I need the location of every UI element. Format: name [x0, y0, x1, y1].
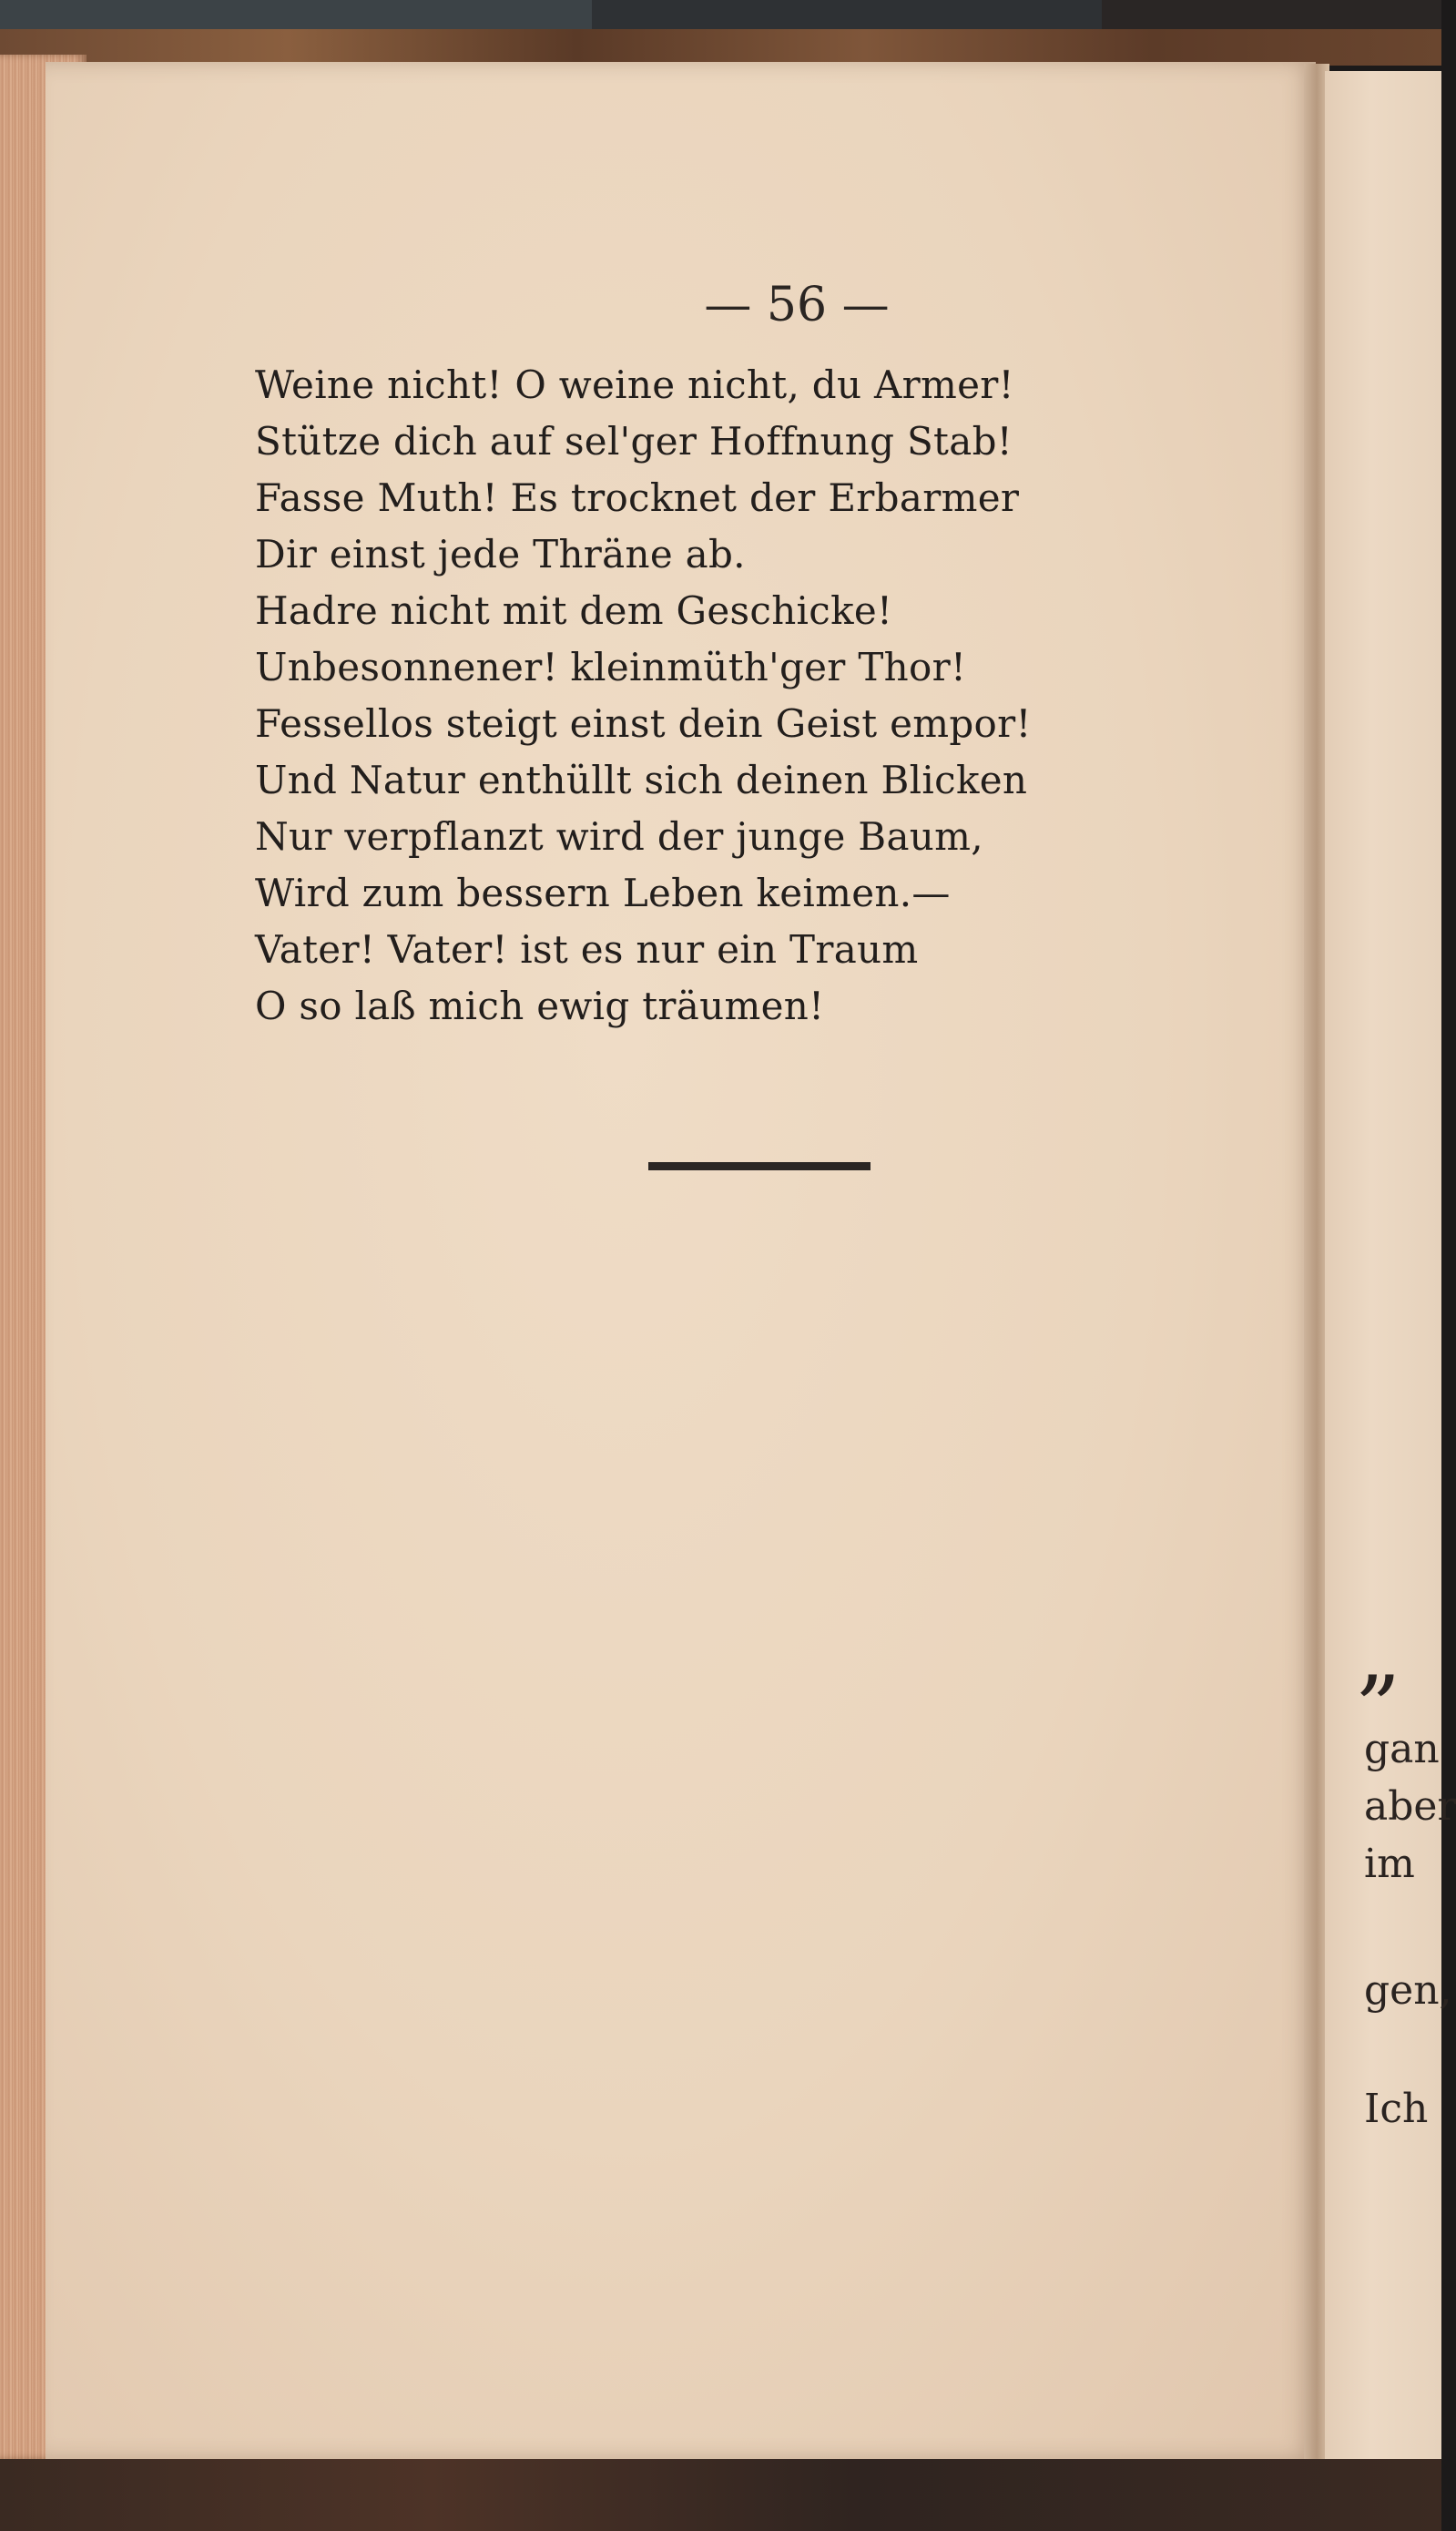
- verse-line: O so laß mich ewig träumen!: [255, 984, 825, 1028]
- verse-line: Nur verpflanzt wird der junge Baum,: [255, 814, 983, 859]
- verse-line: Fessellos steigt einst dein Geist empor!: [255, 701, 1032, 746]
- verse-line: Fasse Muth! Es trocknet der Erbarmer: [255, 475, 1020, 520]
- verse-line: Weine nicht! O weine nicht, du Armer!: [255, 362, 1014, 407]
- verse-line: Vater! Vater! ist es nur ein Traum: [255, 927, 919, 972]
- verse-line: Und Natur enthüllt sich deinen Blicken: [255, 758, 1028, 802]
- poem: [255, 357, 1093, 1035]
- marbled-cover-edge: [0, 29, 1441, 66]
- background-bottom: [0, 2459, 1441, 2531]
- verse-line: Hadre nicht mit dem Geschicke!: [255, 588, 893, 633]
- verse-line: Unbesonnener! kleinmüth'ger Thor!: [255, 645, 967, 689]
- facing-page-fragment: Ich: [1364, 2086, 1429, 2132]
- facing-page-fragment: gen,: [1364, 1967, 1452, 2014]
- facing-page-fragment: im: [1364, 1841, 1415, 1887]
- verse-line: Dir einst jede Thräne ab.: [255, 532, 746, 577]
- page-number: — 56 —: [704, 278, 890, 332]
- facing-page-fragment: gan: [1364, 1726, 1440, 1772]
- facing-page-quote-mark: „: [1357, 1603, 1402, 1705]
- verse-line: Stütze dich auf sel'ger Hoffnung Stab!: [255, 419, 1013, 464]
- background-top: [0, 0, 1441, 46]
- verse-line: Wird zum bessern Leben keimen.—: [255, 871, 951, 915]
- facing-page-fragment: aber: [1364, 1783, 1456, 1830]
- section-divider-rule: [648, 1162, 871, 1170]
